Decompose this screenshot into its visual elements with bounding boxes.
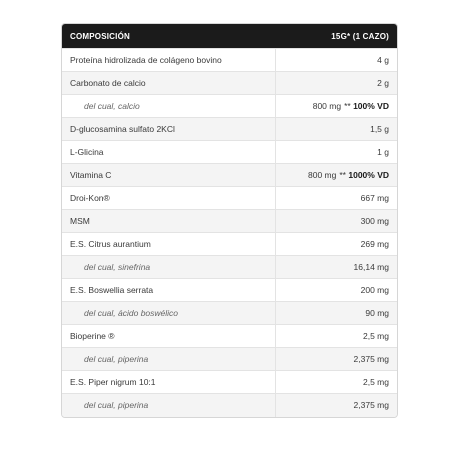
ingredient-name: del cual, piperina [62,348,275,371]
vd-footnote-marker: ** [344,101,351,111]
table-header [62,24,397,49]
ingredient-amount: 200 mg [360,285,389,295]
ingredient-amount-cell [275,325,397,348]
ingredient-name: Droi-Kon® [62,187,275,210]
ingredient-amount: 1 g [377,147,389,157]
column-header-serving: 15G* (1 CAZO) [275,24,397,49]
ingredient-amount: 16,14 mg [353,262,389,272]
ingredient-amount-cell [275,371,397,394]
table-subrow [62,302,397,325]
ingredient-amount: 2 g [377,78,389,88]
ingredient-name: E.S. Citrus aurantium [62,233,275,256]
table-row [62,210,397,233]
ingredient-amount: 90 mg [365,308,389,318]
column-header-composition: COMPOSICIÓN [62,24,275,49]
table-row [62,141,397,164]
ingredient-name: MSM [62,210,275,233]
ingredient-name: D-glucosamina sulfato 2KCl [62,118,275,141]
daily-value-percent: 1000% VD [348,170,389,180]
table-row [62,233,397,256]
table-subrow [62,394,397,417]
composition-table-container [61,23,398,418]
table-row [62,187,397,210]
ingredient-amount-cell [275,348,397,371]
ingredient-amount: 4 g [377,55,389,65]
ingredient-name: del cual, piperina [62,394,275,417]
ingredient-name: del cual, sinefrina [62,256,275,279]
table-row [62,164,397,187]
ingredient-amount-cell [275,394,397,417]
ingredient-amount-cell [275,302,397,325]
daily-value-percent: 100% VD [353,101,389,111]
ingredient-amount-cell [275,187,397,210]
vd-footnote-marker: ** [339,170,346,180]
ingredient-amount: 300 mg [360,216,389,226]
table-row [62,118,397,141]
table-row [62,72,397,95]
ingredient-name: E.S. Boswellia serrata [62,279,275,302]
ingredient-amount-cell [275,279,397,302]
ingredient-amount: 2,5 mg [363,331,389,341]
table-row [62,371,397,394]
ingredient-amount: 269 mg [360,239,389,249]
table-row [62,279,397,302]
table-row [62,49,397,72]
ingredient-amount-cell [275,256,397,279]
table-subrow [62,256,397,279]
ingredient-name: Vitamina C [62,164,275,187]
ingredient-amount: 800 mg [308,170,337,180]
ingredient-amount: 2,375 mg [353,354,389,364]
ingredient-amount-cell [275,141,397,164]
ingredient-amount-cell [275,210,397,233]
ingredient-name: Proteína hidrolizada de colágeno bovino [62,49,275,72]
header-row [62,24,397,49]
ingredient-name: Bioperine ® [62,325,275,348]
ingredient-amount-cell [275,164,397,187]
table-body [62,49,397,417]
ingredient-amount-cell [275,233,397,256]
ingredient-amount-cell [275,49,397,72]
composition-table [62,24,397,417]
ingredient-amount: 2,375 mg [353,400,389,411]
ingredient-amount: 667 mg [360,193,389,203]
ingredient-name: del cual, ácido boswélico [62,302,275,325]
ingredient-name: del cual, calcio [62,95,275,118]
table-subrow [62,348,397,371]
ingredient-amount: 2,5 mg [363,377,389,387]
ingredient-name: L-Glicina [62,141,275,164]
ingredient-amount-cell [275,118,397,141]
ingredient-amount: 800 mg [312,101,342,111]
table-row [62,325,397,348]
ingredient-amount-cell [275,72,397,95]
ingredient-amount-cell [275,95,397,118]
ingredient-name: Carbonato de calcio [62,72,275,95]
ingredient-amount: 1,5 g [370,124,389,134]
ingredient-name: E.S. Piper nigrum 10:1 [62,371,275,394]
table-subrow [62,95,397,118]
